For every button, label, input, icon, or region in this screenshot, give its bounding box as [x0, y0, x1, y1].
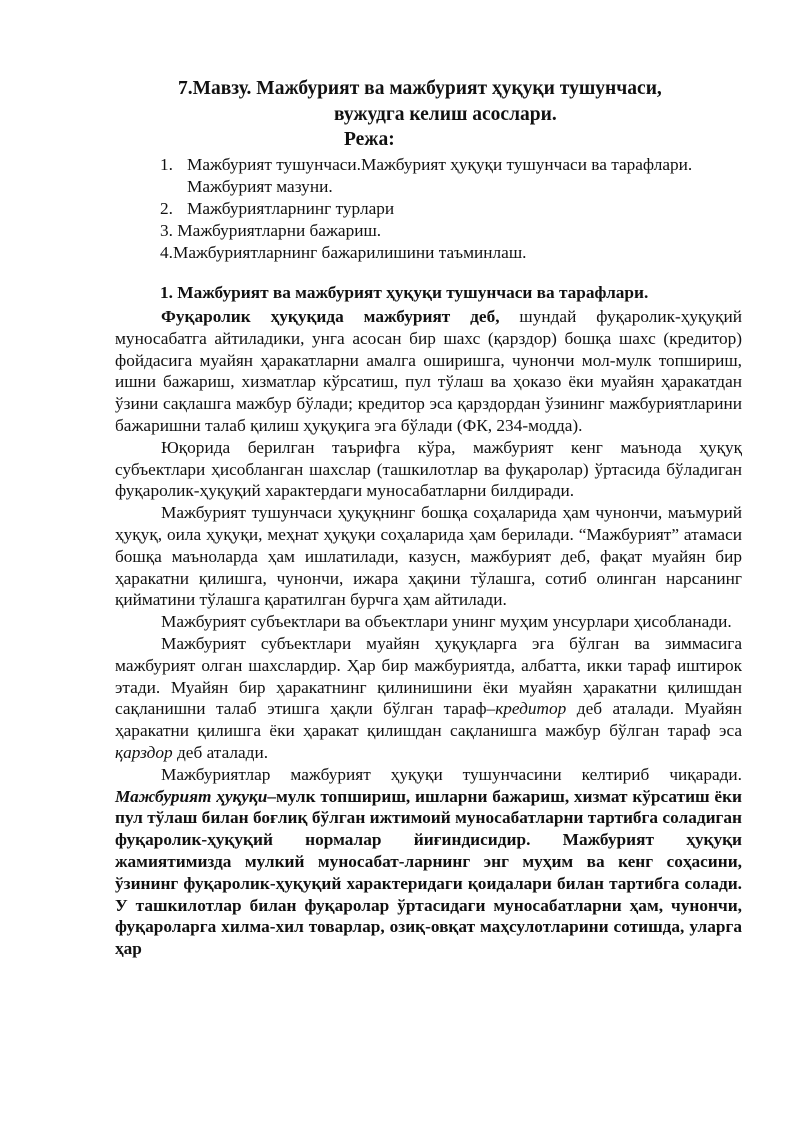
plan-list — [160, 154, 760, 264]
plan-heading: Режа: — [344, 129, 395, 150]
plan-item — [160, 154, 760, 176]
italic-term-debtor: қарздор — [115, 742, 173, 762]
paragraph-1 — [115, 306, 742, 437]
paragraph-text: деб аталади. — [172, 742, 269, 762]
plan-item-text: 4.Мажбуриятларнинг бажарилишини таъминлаш. — [160, 243, 527, 262]
italic-term-creditor: кредитор — [495, 699, 567, 719]
plan-item-text: 3. Мажбуриятларни бажариш. — [160, 221, 382, 240]
section-heading: 1. Мажбурият ва мажбурият ҳуқуқи тушунчаси ва тарафлари. — [160, 283, 649, 302]
section-body — [115, 306, 742, 960]
paragraph-6 — [115, 764, 742, 960]
plan-item — [160, 198, 760, 220]
paragraph-text: шундай фуқаролик-ҳуқуқий муносабатга айтиладики, унга асосан бир шахс (қарздор) бошқа шахс (кредитор) фойдасига муайян ҳаракатларни амалга оширишга, чунончи мол-мулк топшириш, ишни бажариш, хизматлар кўрсатиш, пул тўлаш ва ҳоказо ёки муайян ҳаракатдан ўзини сақлашга мажбур бўлади; кредитор эса қарздордан ўзининг мажбуриятларини бажаришни талаб қилиш ҳуқуқига эга бўлади (ФК, 234-модда). — [115, 307, 742, 435]
definition-term: Фуқаролик ҳуқуқида мажбурият деб, — [161, 307, 500, 326]
paragraph-2: Юқорида берилган таърифга кўра, мажбурият кенг маънода ҳуқуқ субъектлари ҳисобланган шахслар (ташкилотлар ва фуқаролар) ўртасида бўладиган фуқаролик-ҳуқуқий характердаги муносабатларни билдиради. — [115, 437, 742, 501]
plan-item-text: Мажбурият тушунчаси.Мажбурият ҳуқуқи тушунчаси ва тарафлари. — [187, 155, 693, 174]
paragraph-3: Мажбурият тушунчаси ҳуқуқнинг бошқа соҳаларида ҳам чунончи, маъмурий ҳуқуқ, оила ҳуқуқи, меҳнат ҳуқуқи соҳаларида ҳам берилади. “Мажбурият” атамаси бошқа маъноларда ҳам ишлатилади, казусн, мажбурият деб, фақат муайян бир ҳаракатни қилишга, чунончи, ижара ҳақини тўлашга, сотиб олинган нарсанинг қийматини тўлашга қаратилган бурчга ҳам айтилади. — [115, 503, 742, 610]
paragraph-text: деб аталади. Муайян ҳаракатни қилишга ёки ҳаракат қилишдан сақланишга мажбур бўлган тараф эса — [115, 699, 742, 741]
plan-item-number: 2. — [160, 199, 173, 218]
paragraph-text: Мажбурият субъектлари муайян ҳуқуқларга эга бўлган ва зиммасига мажбурият олган шахслардир. Ҳар бир мажбуриятда, албатта, икки тараф иштирок этади. Муайян бир ҳаракатнинг қилинишини ёки муайян ҳаракатни қилишдан сақланишни талаб этишга ҳақли бўлган тараф– — [115, 633, 742, 719]
topic-title-line-1: 7.Мавзу. Мажбурият ва мажбурият ҳуқуқи тушунчаси, — [178, 78, 662, 99]
plan-item-text: Мажбурият мазуни. — [187, 177, 333, 196]
plan-item — [160, 176, 760, 198]
plan-item-number: 1. — [160, 155, 173, 174]
plan-item — [160, 220, 760, 242]
bold-italic-term: Мажбурият ҳуқуқи — [115, 786, 268, 806]
paragraph-4: Мажбурият субъектлари ва объектлари унинг муҳим унсурлари ҳисобланади. — [161, 612, 732, 632]
paragraph-5 — [115, 633, 742, 764]
topic-title-line-2: вужудга келиш асослари. — [334, 104, 557, 125]
plan-item — [160, 242, 760, 264]
plan-item-text: Мажбуриятларнинг турлари — [187, 199, 395, 218]
paragraph-text: Мажбуриятлар мажбурият ҳуқуқи тушунчасини келтириб чиқаради. — [161, 764, 742, 784]
bold-paragraph-text: –мулк топшириш, ишларни бажариш, хизмат кўрсатиш ёки пул тўлаш билан боғлиқ бўлган ижтимоий муносабатларни тартибга соладиган фуқаролик-ҳуқуқий нормалар йиғиндисидир. Мажбурият ҳуқуқи жамиятимизда мулкий муносабат-ларнинг энг муҳим ва кенг соҳасини, ўзининг фуқаролик-ҳуқуқий характеридаги қоидалари билан тартибга солади. У ташкилотлар билан фуқаролар ўртасидаги муносабатларни ҳам, чунончи, фуқароларга хилма-хил товарлар, озиқ-овқат маҳсулотларини сотишда, уларга ҳар — [115, 786, 742, 959]
